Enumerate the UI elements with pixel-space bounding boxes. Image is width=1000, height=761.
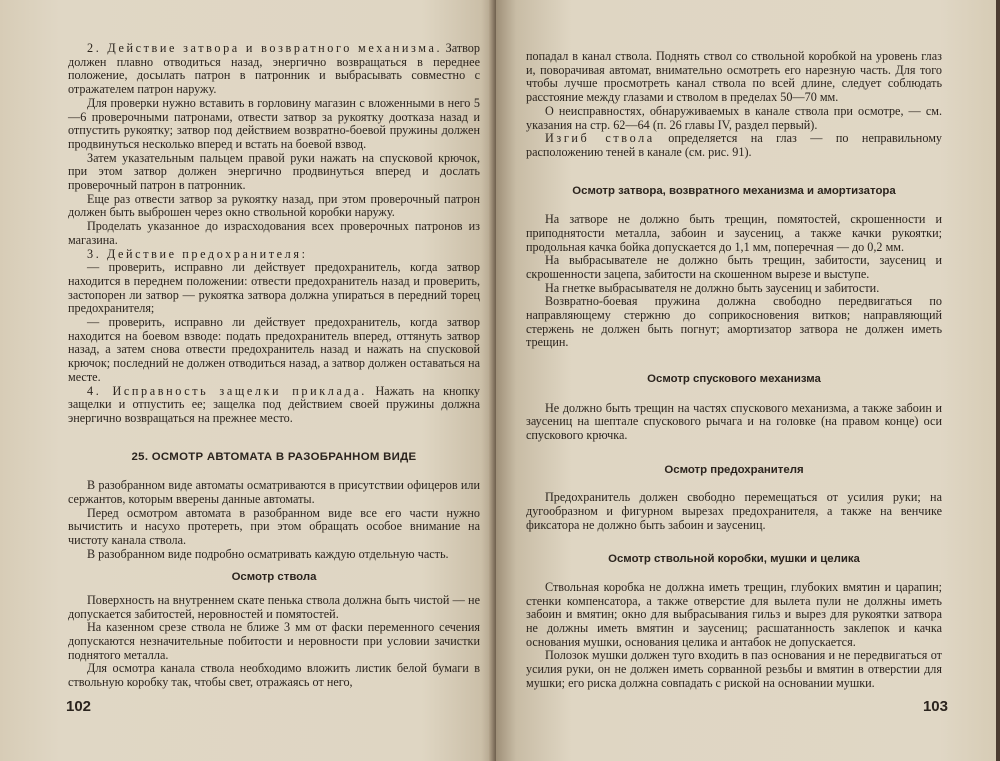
paragraph: На затворе не должно быть трещин, помятостей, скрошенности и приподнятости металла, забоин и заусениц, а также качки рукоятки; продольная качка бойка допускается до 1,1 мм, поперечная — до 0,2 мм. bbox=[526, 212, 942, 254]
item-lead: 4. Исправность защелки приклада. bbox=[87, 383, 367, 398]
item-text: определяется на глаз — по неправильному расположению теней в канале (см. рис. 91). bbox=[526, 131, 942, 159]
item-text: Затвор должен плавно отводиться назад, энергично возвращаться в переднее положение, досылать патрон в патронник и выбрасывать совместно с отражателем патрон наружу. bbox=[68, 41, 480, 97]
page-number: 103 bbox=[922, 698, 948, 715]
paragraph: На гнетке выбрасывателя не должно быть заусениц и забитости. bbox=[545, 280, 880, 295]
item-lead: Изгиб ствола bbox=[545, 131, 655, 146]
paragraph: Возвратно-боевая пружина должна свободно передвигаться по направляющему стержню до соприкосновения витков; направляющий стержень не должен быть погнут; амортизатор затвора не должен иметь трещин. bbox=[526, 294, 942, 350]
paragraph: Перед осмотром автомата в разобранном виде все его части нужно вычистить и насухо протереть, при этом обращать особое внимание на чистоту канала ствола. bbox=[68, 505, 480, 547]
left-page bbox=[0, 0, 496, 761]
paragraph: Для проверки нужно вставить в горловину магазин с вложенными в него 5—6 проверочными патронами, отвести затвор за рукоятку доотказа назад и отпустить рукоятку; затвор под действием возвратно-боевой пружины должен продвинуться несколько вперед и встать на боевой взвод. bbox=[68, 95, 480, 151]
paragraph: В разобранном виде подробно осматривать каждую отдельную часть. bbox=[87, 546, 449, 561]
subsection-heading: Осмотр предохранителя bbox=[664, 463, 804, 476]
list-item: — проверить, исправно ли действует предохранитель, когда затвор находится на боевом взводе: подать предохранитель вперед, оттянуть затвор назад, а затем снова отвести предохранитель назад и нажать на спусковой крючок; последний не должен отводиться назад, а затвор должен оставаться на месте. bbox=[68, 315, 480, 384]
page-number: 102 bbox=[66, 698, 92, 715]
paragraph: Поверхность на внутреннем скате пенька ствола должна быть чистой — не допускается забитостей, неровностей и помятостей. bbox=[68, 592, 480, 621]
paragraph: попадал в канал ствола. Поднять ствол со ствольной коробкой на уровень глаз и, поворачивая автомат, внимательно осмотреть его нарезную часть. Для того чтобы лучше просмотреть канал ствола по всей длине, следует соблюдать расстояние между глазами и стволом в пределах 50—70 мм. bbox=[526, 49, 942, 105]
paragraph: На казенном срезе ствола не ближе 3 мм от фаски переменного сечения допускаются незначительные побитости и неровности при условии зачистки поднятого металла. bbox=[68, 620, 480, 662]
section-heading: 25. ОСМОТР АВТОМАТА В РАЗОБРАННОМ ВИДЕ bbox=[131, 450, 417, 463]
paragraph: Проделать указанное до израсходования всех проверочных патронов из магазина. bbox=[68, 219, 480, 247]
paragraph: О неисправностях, обнаруживаемых в канале ствола при осмотре, — см. указания на стр. 62—64 (п. 26 главы IV, раздел первый). bbox=[526, 103, 942, 132]
paragraph: Полозок мушки должен туго входить в паз основания и не передвигаться от усилия руки, он не должен иметь сорванной резьбы и вмятин в отверстии для мушки; его риска должна совпадать с риской на основании мушки. bbox=[526, 648, 942, 690]
paragraph: Предохранитель должен свободно перемещаться от усилия руки; на дугообразном и фигурном вырезах предохранителя, а также на венчике фиксатора не должно быть забоин и заусениц. bbox=[526, 490, 942, 532]
subsection-heading: Осмотр спускового механизма bbox=[647, 373, 821, 386]
paragraph: Затем указательным пальцем правой руки нажать на спусковой крючок, при этом затвор должен энергично продвинуться вперед и дослать проверочный патрон в патронник. bbox=[68, 150, 480, 193]
list-item: — проверить, исправно ли действует предохранитель, когда затвор находится в переднем положении: отвести предохранитель назад и проверить, застопорен ли затвор — рукоятка затвора должна упираться в передний торец предохранителя; bbox=[68, 260, 480, 316]
paragraph: На выбрасывателе не должно быть трещин, забитости, заусениц и скрошенности зацепа, забитости на скошенном вырезе и выступе. bbox=[526, 253, 942, 281]
paragraph: В разобранном виде автоматы осматриваются в присутствии офицеров или сержантов, которым вверены данные автоматы. bbox=[68, 478, 480, 506]
right-page bbox=[496, 0, 1000, 761]
item-lead: 3. Действие предохранителя: bbox=[87, 246, 308, 261]
item-safety-action bbox=[68, 248, 480, 262]
subsection-heading: Осмотр ствола bbox=[231, 571, 317, 584]
subsection-heading: Осмотр ствольной коробки, мушки и целика bbox=[608, 553, 860, 566]
barrel-bend-paragraph bbox=[526, 132, 942, 159]
item-lead: 2. Действие затвора и возвратного механизма. bbox=[87, 41, 443, 55]
item-bolt-action bbox=[68, 42, 480, 97]
paragraph: Не должно быть трещин на частях спускового механизма, а также забоин и заусениц на шептале спускового рычага и на головке (на правом конце) оси спускового крючка. bbox=[526, 400, 942, 443]
paragraph: Для осмотра канала ствола необходимо вложить листик белой бумаги в ствольную коробку так, чтобы свет, отражаясь от него, bbox=[68, 661, 480, 690]
paragraph: Ствольная коробка не должна иметь трещин, глубоких вмятин и царапин; стенки компенсатора, а также отверстие для вылета пули не должны иметь забоин и вмятин; окно для выбрасывания гильз и вырез для рукоятки затвора не должны иметь вмятин и заусениц; расшатанность заклепок и качка основания мушки, основания целика и антабок не допускается. bbox=[526, 579, 942, 649]
item-text: Нажать на кнопку защелки и отпустить ее; защелка под действием своей пружины должна энергично возвращаться на прежнее место. bbox=[68, 383, 480, 425]
subsection-heading: Осмотр затвора, возвратного механизма и амортизатора bbox=[572, 184, 896, 197]
item-stock-latch bbox=[68, 385, 480, 426]
paragraph: Еще раз отвести затвор за рукоятку назад, при этом проверочный патрон должен быть выброшен через окно ствольной коробки наружу. bbox=[68, 191, 480, 220]
page-edge bbox=[996, 0, 1000, 761]
